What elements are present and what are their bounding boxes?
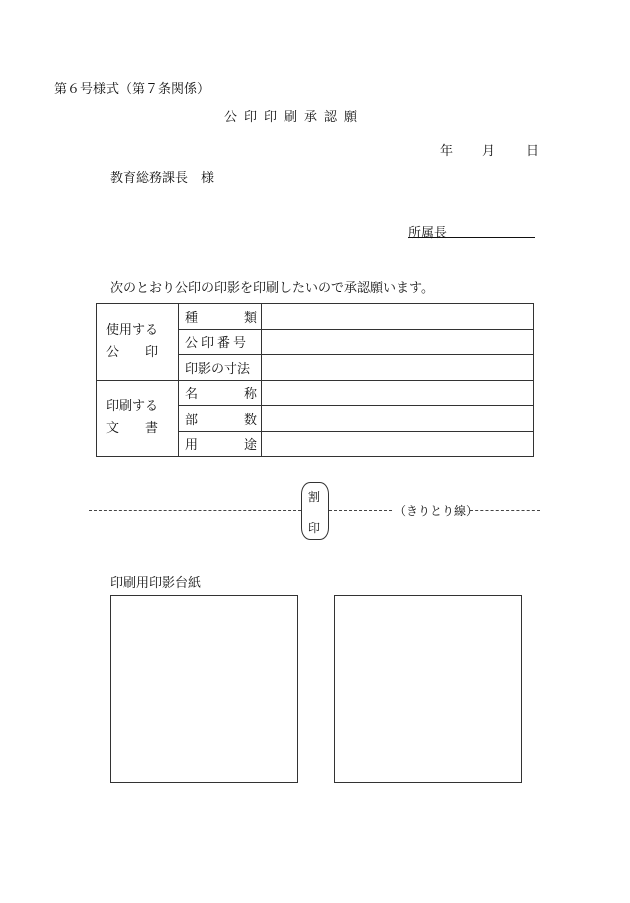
row-label-text: 公印番号 [185,336,250,352]
row-label-char: 名 [185,387,199,403]
row-label-impression-size [179,355,262,381]
table-row [97,380,534,406]
row-label-seal-number [179,329,262,355]
row-label-name [179,380,262,406]
sender-label: 所属長 [408,226,448,241]
cut-line-right [470,510,540,511]
field-type[interactable] [262,304,534,330]
group-label-char: 公 [106,344,120,360]
row-label-copies [179,406,262,432]
row-label-purpose [179,431,262,457]
tally-seal-char-bottom: 印 [308,521,321,535]
cut-line-label: （きりとり線） [394,504,479,518]
tally-seal-char-top: 割 [308,490,321,504]
field-name[interactable] [262,380,534,406]
row-label-text: 印影の寸法 [185,361,251,377]
group-label-line1: 使用する [106,322,159,338]
row-label-char: 称 [243,387,257,403]
date-year-label: 年 [440,144,454,159]
row-label-char: 用 [185,438,199,454]
impression-box-left[interactable] [110,595,298,783]
cut-line-middle [329,510,392,511]
group-used-seal [97,304,179,381]
page-title: 公印印刷承認願 [224,110,365,125]
field-purpose[interactable] [262,431,534,457]
row-label-char: 部 [185,412,199,428]
impression-box-right[interactable] [334,595,522,783]
date-day-label: 日 [526,144,540,159]
table-row [97,304,534,330]
impression-pad-title: 印刷用印影台紙 [110,576,202,591]
group-label-char: 書 [144,421,158,437]
row-label-char: 途 [243,438,257,454]
row-label-char: 数 [243,412,257,428]
group-label-char: 文 [106,421,120,437]
addressee: 教育総務課長 様 [110,171,215,186]
field-seal-number[interactable] [262,329,534,355]
intro-text: 次のとおり公印の印影を印刷したいので承認願います。 [110,281,434,296]
row-label-char: 類 [243,310,257,326]
sender-signature-line[interactable] [408,237,535,238]
date-line [440,140,539,159]
group-label-line1: 印刷する [106,399,159,415]
form-number: 第６号様式（第７条関係） [54,82,211,97]
group-label-char: 印 [144,344,158,360]
application-table [96,303,534,457]
group-label-line2 [106,342,158,364]
row-label-type [179,304,262,330]
group-label-line2 [106,418,158,440]
field-impression-size[interactable] [262,355,534,381]
cut-line-left [89,510,301,511]
date-month-label: 月 [482,144,496,159]
row-label-char: 種 [185,310,199,326]
field-copies[interactable] [262,406,534,432]
group-printed-document [97,380,179,457]
